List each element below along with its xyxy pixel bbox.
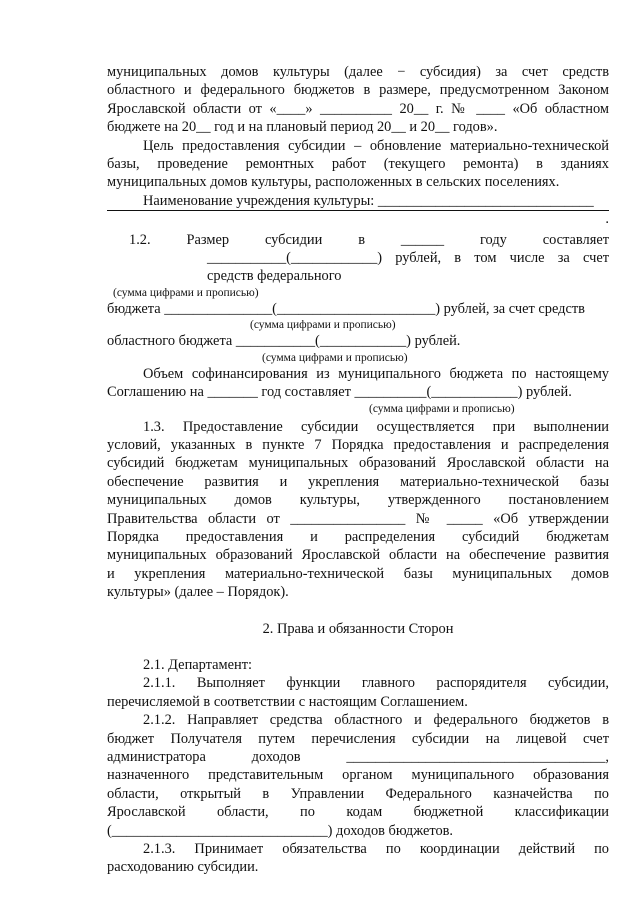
text-line: и укрепления материально-технической базы муниципальных домов xyxy=(107,565,609,582)
section-1-2-line: 1.2. Размер субсидии в ______ году составляет xyxy=(129,231,609,248)
text-line: области, открытый в Управлении Федерального казначейства по xyxy=(107,785,609,802)
text-line: назначенного представительным органом муниципального образования xyxy=(107,767,609,784)
text-line: областного и федерального бюджетов в размере, предусмотренном Законом xyxy=(107,82,609,99)
text-line: расходованию субсидии. xyxy=(107,859,259,876)
text-line: администратора доходов ____________________________________, xyxy=(107,749,609,765)
section-2-1-1-line: 2.1.1. Выполняет функции главного распорядителя субсидии, xyxy=(143,675,609,692)
section-2-1-3-line: 2.1.3. Принимает обязательства по координации действий по xyxy=(143,841,609,858)
text-line: средств федерального xyxy=(207,268,342,285)
text-line: ___________(____________) рублей, в том числе за счет xyxy=(207,250,609,267)
text-line: Ярославской области от «____» __________ 20__ г. № ____ «Об областном xyxy=(107,100,609,117)
text-line: бюджет Получателя путем перечисления субсидии на лицевой счет xyxy=(107,730,609,747)
text-line: Цель предоставления субсидии – обновление материально-технической xyxy=(143,137,609,154)
section-2-1-2-line: 2.1.2. Направляет средства областного и федерального бюджетов в xyxy=(143,712,609,729)
text-line: Объем софинансирования из муниципального бюджета по настоящему xyxy=(143,365,609,382)
text-line: муниципальных домов культуры, расположенных в сельских поселениях. xyxy=(107,174,560,191)
text-line: бюджете на 20__ год и на плановый период 20__ и 20__ годов». xyxy=(107,119,498,136)
text-line: субсидий бюджетам муниципальных образований Ярославской области на xyxy=(107,455,609,472)
text-line: Порядка предоставления и распределения субсидий бюджетам xyxy=(107,528,609,545)
text-line: муниципальных образований Ярославской области на обеспечение развития xyxy=(107,547,609,564)
horizontal-rule xyxy=(107,210,609,211)
text-line: областного бюджета ___________(____________) рублей. xyxy=(107,333,461,350)
document-body xyxy=(107,63,609,877)
text-line: Правительства области от ________________ № _____ «Об утверждении xyxy=(107,510,609,527)
text-line: культуры» (далее – Порядок). xyxy=(107,584,289,601)
text-line: Ярославской области, по кодам бюджетной классификации xyxy=(107,804,609,821)
sum-note: (сумма цифрами и прописью) xyxy=(113,286,259,299)
text-line: бюджета _______________(______________________) рублей, за счет средств xyxy=(107,300,585,317)
text-line: базы, проведение ремонтных работ (текущего ремонта) в зданиях xyxy=(107,156,609,173)
section-2-1-line: 2.1. Департамент: xyxy=(143,656,252,673)
sum-note: (сумма цифрами и прописью) xyxy=(262,351,408,364)
section-1-3-line: 1.3. Предоставление субсидии осуществляется при выполнении xyxy=(143,418,609,435)
text-line: обеспечение развития и укрепления материально-технической базы xyxy=(107,473,609,490)
text-line: муниципальных домов культуры, утвержденного постановлением xyxy=(107,492,609,509)
sum-note: (сумма цифрами и прописью) xyxy=(250,319,396,332)
section-heading: 2. Права и обязанности Сторон xyxy=(262,620,454,637)
text-line: . xyxy=(605,211,609,228)
text-line: муниципальных домов культуры (далее − субсидия) за счет средств xyxy=(107,64,609,80)
text-line: условий, указанных в пункте 7 Порядка предоставления и распределения xyxy=(107,436,609,453)
text-line: Соглашению на _______ год составляет __________(____________) рублей. xyxy=(107,384,572,401)
culture-institution-name-line: Наименование учреждения культуры: ______________________________ xyxy=(143,192,594,209)
text-line: перечисляемой в соответствии с настоящим Соглашением. xyxy=(107,693,468,710)
text-line: (______________________________) доходов бюджетов. xyxy=(107,822,454,839)
sum-note: (сумма цифрами и прописью) xyxy=(369,402,515,415)
